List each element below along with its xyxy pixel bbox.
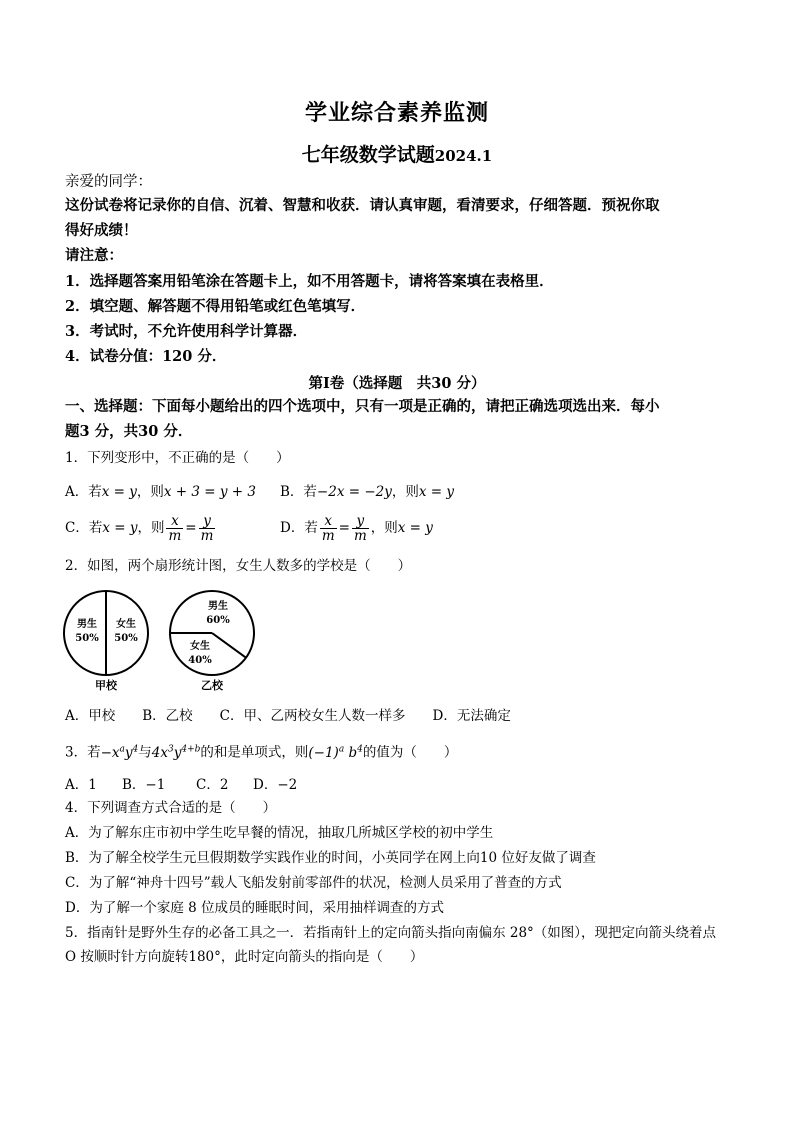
q3-stem-mid: 与	[138, 744, 152, 761]
q1-a-result: x + 3 = y + 3	[163, 484, 256, 500]
intro-line-1: 这份试卷将记录你的自信、沉着、智慧和收获．请认真审题，看清要求，仔细答题．预祝你取	[65, 197, 660, 214]
q3-option-c: C．2	[196, 777, 229, 793]
pie-a-boy-label: 男生	[77, 619, 97, 630]
q1-d-label: D．若	[280, 520, 318, 536]
pie-a-girl-label: 女生	[116, 619, 136, 630]
q3-option-d: D．−2	[253, 777, 298, 793]
q3-term-1: $-x^ay^4$	[100, 744, 139, 761]
q1-b-result: x = y	[418, 484, 454, 500]
q1-d-result: x = y	[397, 520, 433, 536]
intro-line-2: 得好成绩！	[65, 222, 138, 239]
notice-item: 4．试卷分值：120 分．	[65, 348, 227, 365]
q1-b-condition: −2x = −2y	[316, 484, 392, 500]
q4-option-c: C．为了解“神舟十四号”载人飞船发射前零部件的状况，检测人员采用了普查的方式	[65, 875, 562, 891]
q3-stem	[65, 739, 457, 763]
q1-option-c: C．若x = y，则 $\frac{x}{m}$ = $\frac{y}{m}$	[65, 513, 214, 544]
fraction-y-over-m: $\frac{y}{m}$	[200, 513, 214, 544]
q1-a-label: A．若	[65, 484, 102, 500]
notice-item: 1．选择题答案用铅笔涂在答题卡上，如不用答题卡，请将答案填在表格里．	[65, 273, 554, 290]
q1-a-then: ，则	[136, 484, 164, 500]
q1-c-condition: x = y	[102, 520, 138, 536]
pie-a-caption: 甲校	[95, 679, 117, 692]
q3-option-a: A．1	[65, 777, 97, 793]
q1-option-d: D．若 $\frac{x}{m}$ = $\frac{y}{m}$ ，则x = y	[280, 513, 433, 544]
q2-options: A．甲校 B．乙校 C．甲、乙两校女生人数一样多 D．无法确定	[65, 708, 511, 724]
q5-line-2: O 按顺时针方向旋转180°，此时定向箭头的指向是（ ）	[65, 949, 424, 965]
q4-option-d: D．为了解一个家庭 8 位成员的睡眠时间，采用抽样调查的方式	[65, 900, 444, 916]
pie-charts-figure	[60, 585, 260, 697]
q1-c-then: ，则	[137, 520, 165, 536]
q3-term-2: $4x^3y^{4+b}$	[151, 744, 201, 761]
pie-a-girl-pct: 50%	[114, 633, 138, 644]
q3-stem-end: 的值为（ ）	[362, 744, 458, 761]
notice-item: 2．填空题、解答题不得用铅笔或红色笔填写．	[65, 298, 366, 315]
q1-b-then: ，则	[391, 484, 419, 500]
q1-a-condition: x = y	[101, 484, 137, 500]
q3-option-b: B．−1	[122, 777, 166, 793]
pie-chart-b	[170, 591, 254, 692]
subtitle-text: 七年级数学试题	[301, 144, 435, 166]
notice-item: 3．考试时，不允许使用科学计算器．	[65, 323, 308, 340]
section-instruction-2: 题3 分，共30 分．	[65, 423, 193, 440]
pie-b-boy-pct: 60%	[206, 615, 230, 626]
q3-expression: $(-1)^a$ $b^4$	[308, 744, 363, 761]
section-instruction-1: 一、选择题：下面每小题给出的四个选项中，只有一项是正确的，请把正确选项选出来．每小	[65, 398, 660, 415]
q2-stem: 2．如图，两个扇形统计图，女生人数多的学校是（ ）	[65, 558, 412, 574]
exam-title: 学业综合素养监测	[304, 100, 489, 126]
q4-option-b: B．为了解全校学生元旦假期数学实践作业的时间，小英同学在网上向10 位好友做了调查	[65, 850, 596, 866]
fraction-x-over-m: $\frac{x}{m}$	[168, 513, 182, 544]
pie-chart-a	[64, 591, 148, 692]
q5-line-1: 5．指南针是野外生存的必备工具之一．若指南针上的定向箭头指向南偏东 28°（如图），现把定向箭头绕着点	[65, 925, 717, 941]
q1-stem: 1．下列变形中，不正确的是（ ）	[65, 450, 290, 466]
q3-stem-pre: 3．若	[65, 744, 101, 761]
greeting: 亲爱的同学：	[65, 174, 152, 190]
pie-b-caption: 乙校	[201, 679, 223, 692]
fraction-y-over-m: $\frac{y}{m}$	[353, 513, 367, 544]
q1-option-b	[280, 480, 454, 500]
fraction-x-over-m: $\frac{x}{m}$	[321, 513, 335, 544]
pie-b-radius-2	[212, 633, 246, 658]
pie-b-girl-label: 女生	[190, 641, 210, 652]
exam-subtitle	[0, 140, 794, 167]
notice-title: 请注意：	[65, 247, 123, 264]
q1-option-a	[65, 480, 256, 500]
q1-c-label: C．若	[65, 520, 103, 536]
section-title: 第Ⅰ卷（选择题 共30 分）	[308, 375, 486, 392]
q1-b-label: B．若	[280, 484, 317, 500]
pie-a-boy-pct: 50%	[75, 633, 99, 644]
pie-b-girl-pct: 40%	[188, 655, 212, 666]
q1-d-then: ，则	[370, 520, 398, 536]
pie-b-boy-label: 男生	[208, 601, 228, 612]
exam-year: 2024.1	[434, 147, 493, 165]
q3-stem-post: 的和是单项式，则	[200, 744, 309, 761]
q4-option-a: A．为了解东庄市初中学生吃早餐的情况，抽取几所城区学校的初中学生	[65, 825, 494, 841]
q4-stem: 4．下列调查方式合适的是（ ）	[65, 800, 277, 816]
